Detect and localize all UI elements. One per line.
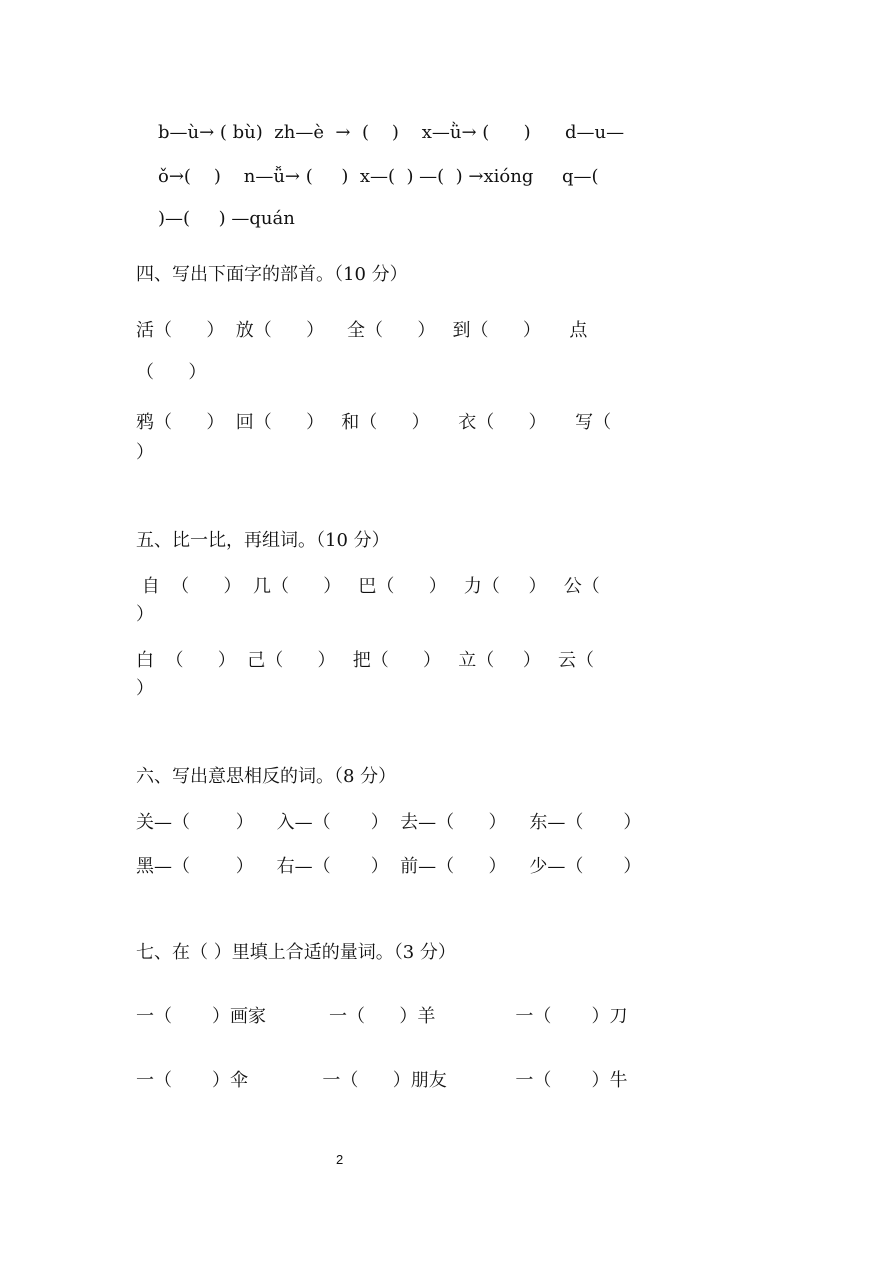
section-5-row-1-cont: ） [136, 604, 154, 625]
section-6-row-2: 黑—（ ） 右—（ ） 前—（ ） 少—（ ） [136, 856, 642, 877]
section-4-row-1: 活（ ） 放（ ） 全（ ） 到（ ） 点 [136, 320, 588, 341]
section-5-row-2: 白 （ ） 己（ ） 把（ ） 立（ ） 云（ [136, 650, 594, 671]
section-4-row-2-cont: ） [136, 442, 154, 463]
section-5-row-1: 自 （ ） 几（ ） 巴（ ） 力（ ） 公（ [136, 576, 600, 597]
pinyin-line-3: )—( ) —quán [158, 208, 295, 229]
section-4-row-1-cont: （ ） [136, 362, 207, 383]
section-4-row-2: 鸦（ ） 回（ ） 和（ ） 衣（ ） 写（ [136, 412, 612, 433]
section-7-row-2: 一（ ）伞 一（ ）朋友 一（ ）牛 [136, 1070, 628, 1091]
section-4-title: 四、写出下面字的部首。（10 分） [136, 264, 408, 285]
section-7-title: 七、在（ ）里填上合适的量词。（3 分） [136, 942, 456, 963]
section-7-row-1: 一（ ）画家 一（ ）羊 一（ ）刀 [136, 1006, 628, 1027]
section-6-row-1: 关—（ ） 入—（ ） 去—（ ） 东—（ ） [136, 812, 642, 833]
page-number: 2 [336, 1152, 344, 1167]
pinyin-line-1: b—ù→ ( bù) zh—è → ( ) x—ǜ→ ( ) d—u— [158, 122, 625, 143]
section-6-title: 六、写出意思相反的词。（8 分） [136, 766, 397, 787]
section-5-row-2-cont: ） [136, 678, 154, 699]
section-5-title: 五、比一比，再组词。（10 分） [136, 530, 390, 551]
pinyin-line-2: ǒ→( ) n—ǚ→ ( ) x—( ) —( ) →xióng q—( [158, 166, 599, 187]
